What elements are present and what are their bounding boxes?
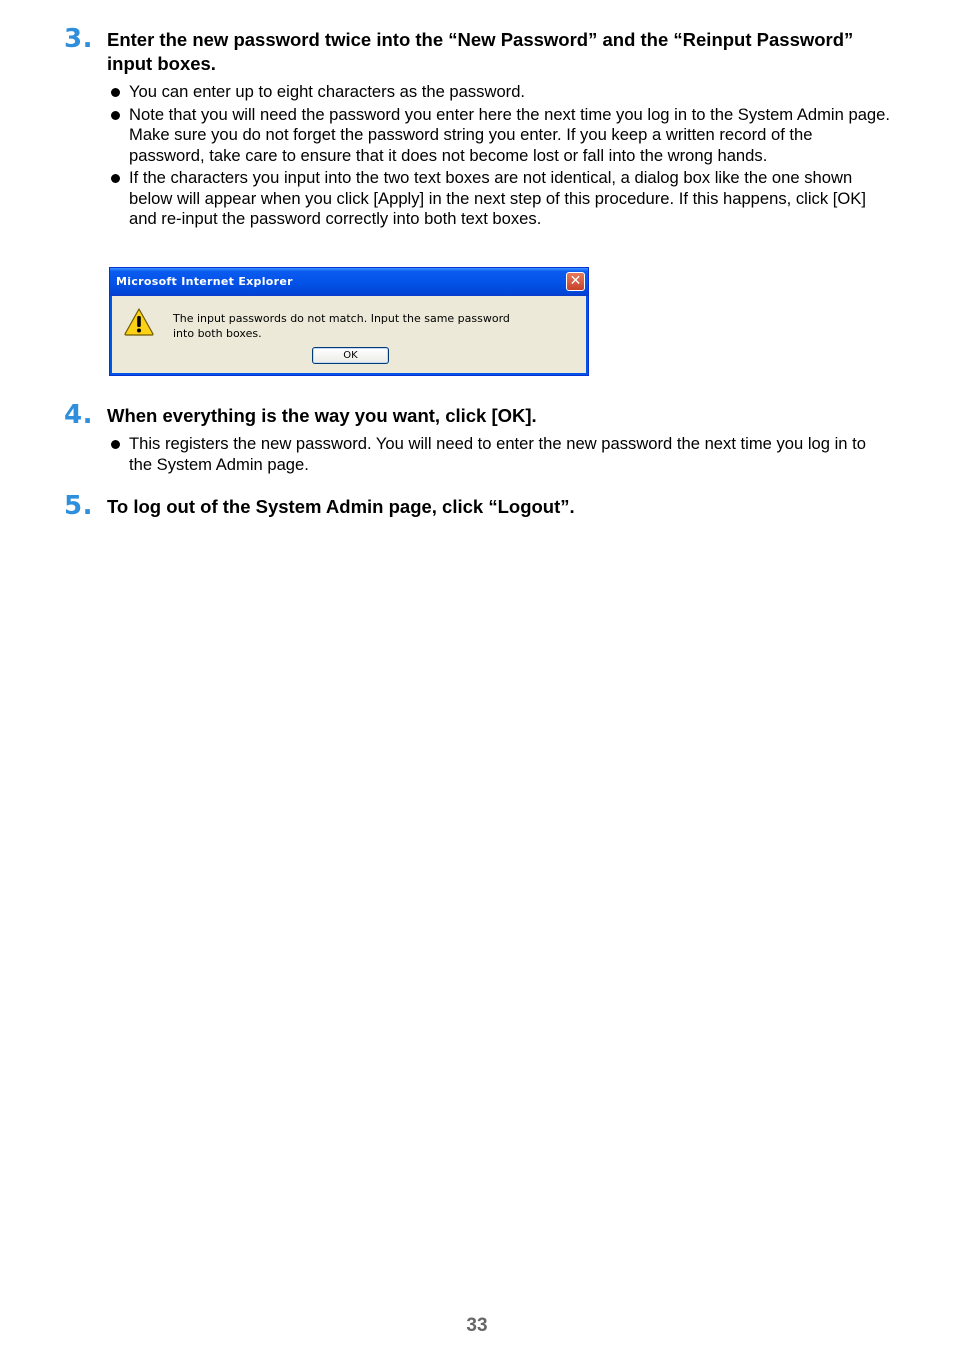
error-dialog xyxy=(109,267,589,376)
bullet-icon xyxy=(111,440,120,449)
step-title: Enter the new password twice into the “New Password” and the “Reinput Password” input boxes. xyxy=(107,29,854,74)
list-item: If the characters you input into the two text boxes are not identical, a dialog box like the one shown below will appear when you click [Apply] in the next step of this procedure. If this happens, click [OK] and re-input the password correctly into both text boxes. xyxy=(107,168,892,230)
bullet-icon xyxy=(111,111,120,120)
bullet-icon xyxy=(111,174,120,183)
bullet-list xyxy=(107,82,892,232)
bullet-list xyxy=(107,434,892,477)
bullet-icon xyxy=(111,88,120,97)
warning-icon xyxy=(124,308,154,336)
list-item: You can enter up to eight characters as the password. xyxy=(107,82,892,103)
page-number: 33 xyxy=(466,1315,488,1336)
step-number: 5. xyxy=(64,491,93,521)
dialog-message: The input passwords do not match. Input the same password into both boxes. xyxy=(173,312,510,340)
dialog-title: Microsoft Internet Explorer xyxy=(116,275,293,288)
step-number: 3. xyxy=(64,24,93,54)
list-item: Note that you will need the password you enter here the next time you log in to the System Admin page. Make sure you do not forget the password string you enter. If you keep a written record of the password, take care to ensure that it does not become lost or fall into the wrong hands. xyxy=(107,105,892,167)
list-item: This registers the new password. You will need to enter the new password the next time you log in to the System Admin page. xyxy=(107,434,892,475)
dialog-body xyxy=(110,296,588,375)
close-icon[interactable]: ✕ xyxy=(566,272,585,291)
ok-button[interactable]: OK xyxy=(312,347,389,364)
step-number: 4. xyxy=(64,400,93,430)
step-title: To log out of the System Admin page, click “Logout”. xyxy=(107,496,575,517)
dialog-titlebar xyxy=(110,268,588,296)
step-title: When everything is the way you want, click [OK]. xyxy=(107,405,537,426)
